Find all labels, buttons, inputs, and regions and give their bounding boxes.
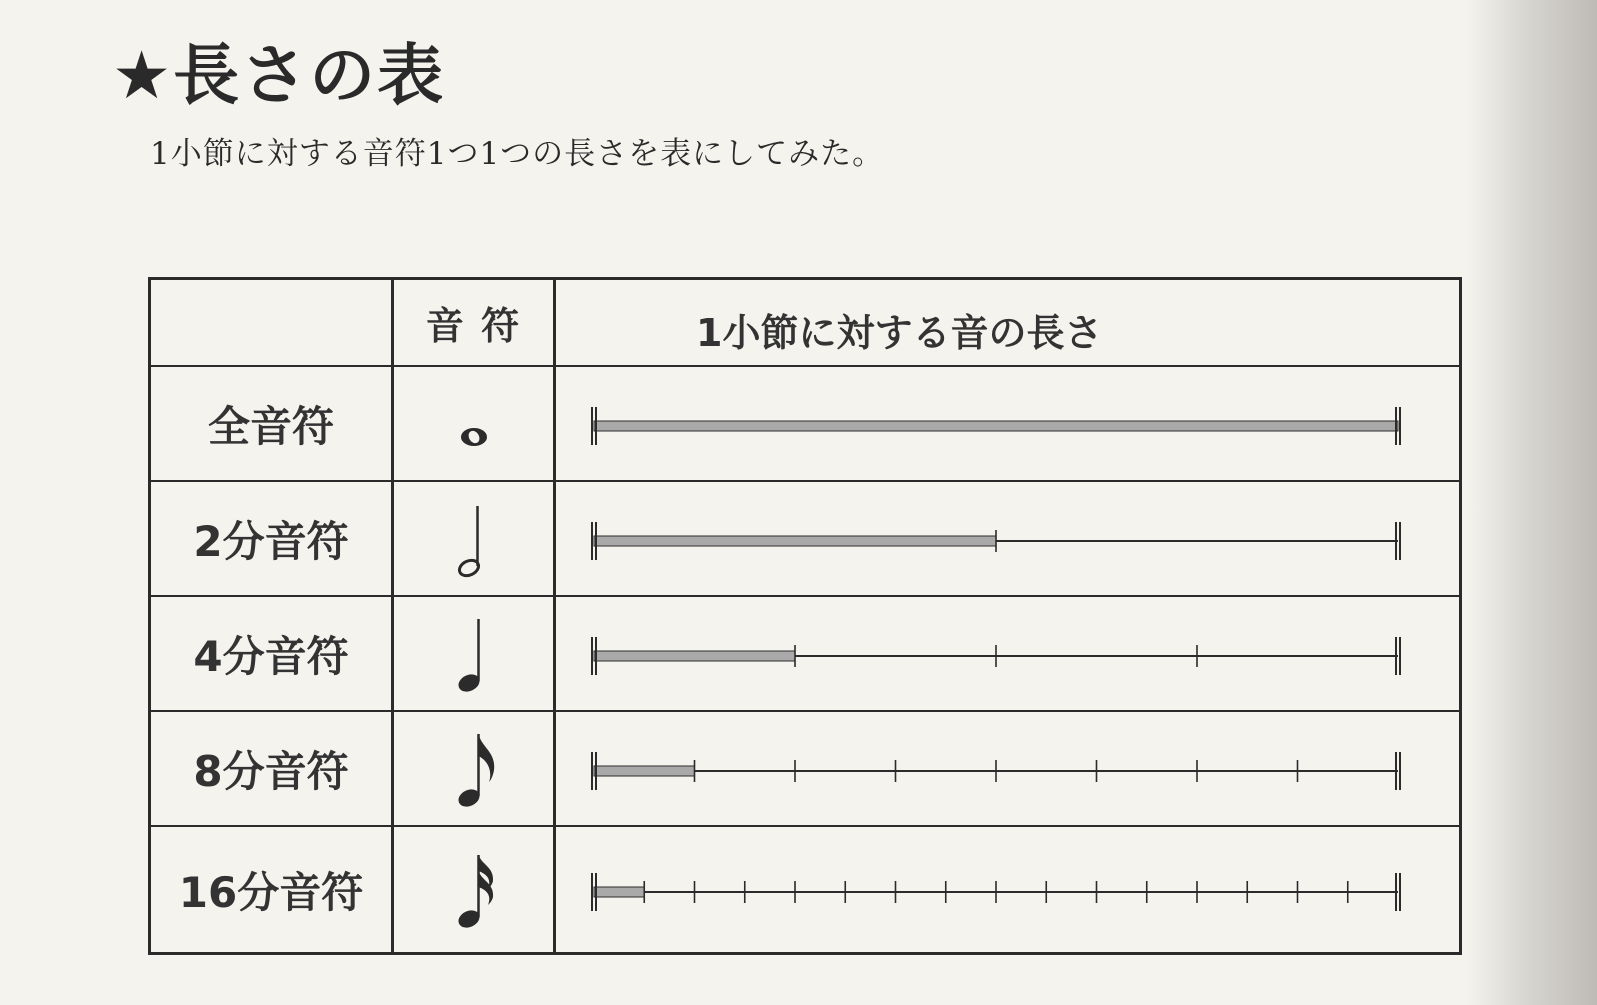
note-name: 4分音符: [193, 631, 349, 681]
length-bar-cell: [556, 712, 1459, 825]
note-name-cell: [151, 367, 394, 480]
note-length-segment: [594, 766, 695, 776]
length-bar-cell: [556, 482, 1459, 595]
note-name-cell: [151, 597, 394, 710]
eighth-note-icon: [444, 724, 504, 814]
note-name: 8分音符: [193, 746, 349, 796]
page-subtitle: 1小節に対する音符1つ1つの長さを表にしてみた。: [150, 136, 885, 172]
page-title: ★長さの表: [112, 37, 446, 114]
length-bar: [556, 712, 1459, 825]
whole-note-icon: [444, 379, 504, 469]
table-header-row: [151, 280, 1459, 367]
table-row: [151, 712, 1459, 827]
length-bar: [556, 827, 1459, 952]
note-name-cell: [151, 712, 394, 825]
table-row: [151, 827, 1459, 952]
note-length-segment: [594, 651, 795, 661]
header-length-label: 1小節に対する音の長さ: [696, 311, 1103, 355]
length-bar: [556, 482, 1459, 595]
sixteenth-note-icon: [444, 845, 504, 935]
note-symbol-cell: [394, 597, 556, 710]
note-name: 2分音符: [193, 516, 349, 566]
note-name: 16分音符: [178, 867, 364, 917]
length-bar-cell: [556, 827, 1459, 952]
length-bar: [556, 367, 1459, 480]
page-edge-shadow: [1467, 0, 1597, 1005]
note-name: 全音符: [207, 401, 334, 451]
header-symbol-cell: [394, 280, 556, 365]
header-length-cell: [556, 280, 1459, 365]
table-row: [151, 597, 1459, 712]
note-name-cell: [151, 482, 394, 595]
length-bar: [556, 597, 1459, 710]
length-bar-cell: [556, 597, 1459, 710]
table-row: [151, 482, 1459, 597]
note-length-table: [148, 277, 1462, 955]
note-symbol-cell: [394, 482, 556, 595]
header-name-cell: [151, 280, 394, 365]
note-symbol-cell: [394, 827, 556, 952]
length-bar-cell: [556, 367, 1459, 480]
header-symbol-label: 音 符: [425, 304, 522, 348]
table-row: [151, 367, 1459, 482]
note-length-segment: [594, 887, 644, 897]
note-length-segment: [594, 536, 996, 546]
quarter-note-icon: [444, 609, 504, 699]
note-length-segment: [594, 421, 1398, 431]
note-name-cell: [151, 827, 394, 952]
note-symbol-cell: [394, 712, 556, 825]
note-symbol-cell: [394, 367, 556, 480]
half-note-icon: [444, 494, 504, 584]
